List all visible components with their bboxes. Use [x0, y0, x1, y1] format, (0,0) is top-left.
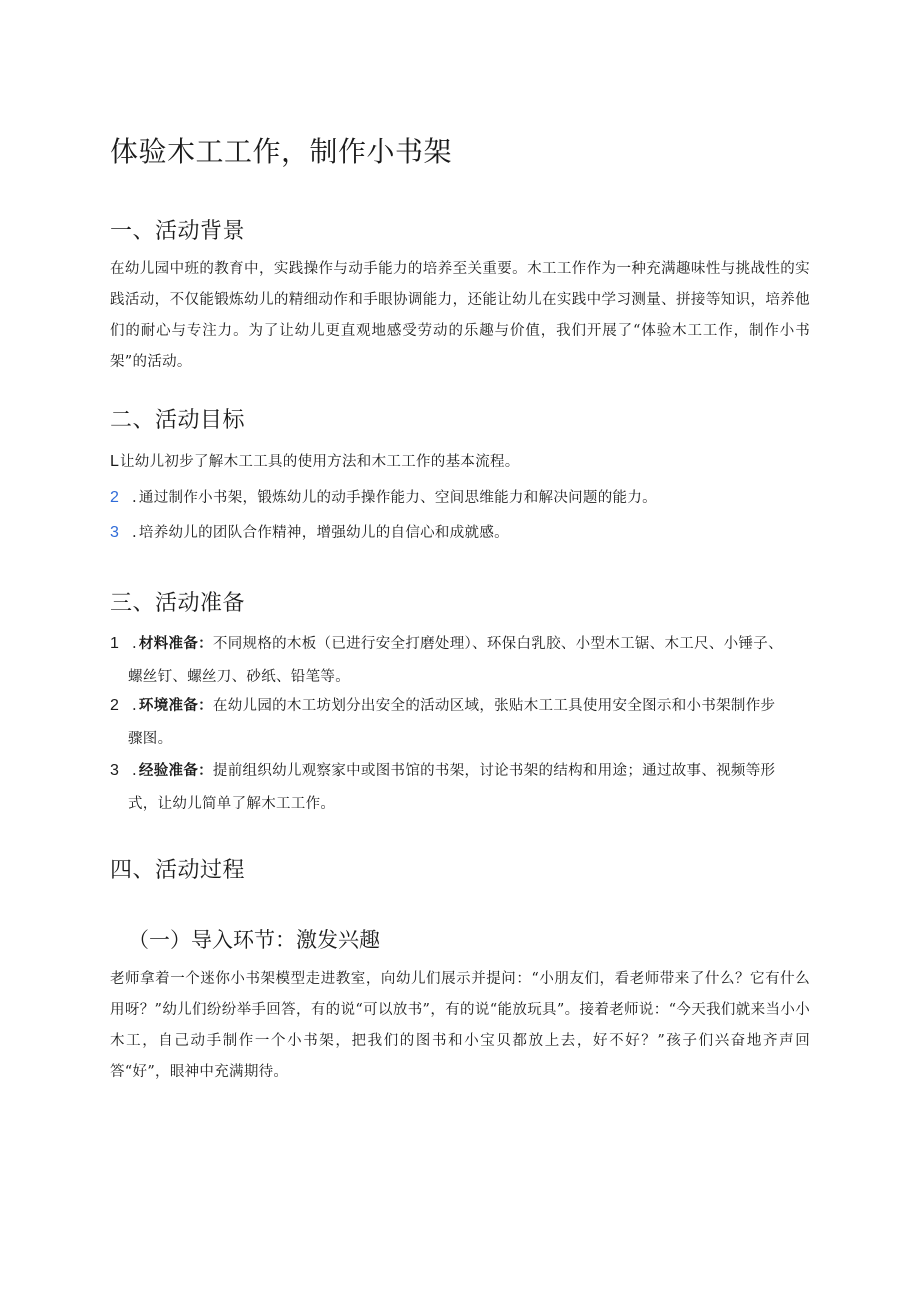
prep-text-line2: 式，让幼儿简单了解木工工作。 [128, 796, 336, 812]
prep-label: 材料准备： [138, 635, 213, 652]
prep-text-line1: 在幼儿园的木工坊划分出安全的活动区域，张贴木工工具使用安全图示和小书架制作步 [212, 698, 776, 714]
prep-label: 环境准备： [138, 697, 213, 714]
goal-text: 培养幼儿的团队合作精神，增强幼儿的自信心和成就感。 [138, 525, 509, 541]
section-heading-background: 一、活动背景 [110, 219, 246, 244]
section-heading-preparation: 三、活动准备 [110, 591, 246, 616]
document-title: 体验木工工作，制作小书架 [110, 135, 453, 168]
intro-paragraph: 老师拿着一个迷你小书架模型走进教室，向幼儿们展示并提问：“小朋友们，看老师带来了什么？它有什么用呀？”幼儿们纷纷举手回答，有的说“可以放书”，有的说“能放玩具”。接着老师说：“今天我们就来当小小木工，自己动手制作一个小书架，把我们的图书和小宝贝都放上去，好不好？”孩子们兴奋地齐声回答“好”，眼神中充满期待。 [110, 971, 810, 1080]
prep-item: 2 . 环境准备：在幼儿园的木工坊划分出安全的活动区域，张贴木工工具使用安全图示和小书架制作步 骤图。 [110, 689, 818, 756]
goal-text: 通过制作小书架，锻炼幼儿的动手操作能力、空间思维能力和解决问题的能力。 [138, 490, 657, 506]
prep-text-line2: 骤图。 [128, 731, 173, 747]
goal-item: 3 . 培养幼儿的团队合作精神，增强幼儿的自信心和成就感。 [110, 517, 820, 549]
prep-label: 经验准备： [138, 762, 213, 779]
prep-number: 2 [110, 697, 120, 714]
goal-text: 让幼儿初步了解木工工具的使用方法和木工工作的基本流程。 [120, 454, 520, 470]
goal-item: 2 . 通过制作小书架，锻炼幼儿的动手操作能力、空间思维能力和解决问题的能力。 [110, 482, 820, 514]
prep-number: 3 [110, 762, 120, 779]
prep-text-line2: 螺丝钉、螺丝刀、砂纸、铅笔等。 [128, 669, 350, 685]
goal-number: L [110, 453, 120, 470]
prep-item: 3 . 经验准备：提前组织幼儿观察家中或图书馆的书架，讨论书架的结构和用途；通过故事、视频等形 式，让幼儿简单了解木工工作。 [110, 754, 818, 821]
goal-number: 2 [110, 489, 120, 506]
prep-text-line1: 提前组织幼儿观察家中或图书馆的书架，讨论书架的结构和用途；通过故事、视频等形 [212, 763, 776, 779]
subsection-heading-intro: （一）导入环节：激发兴趣 [128, 928, 380, 952]
prep-number: 1 [110, 635, 120, 652]
prep-text-line1: 不同规格的木板（已进行安全打磨处理）、环保白乳胶、小型木工锯、木工尺、小锤子、 [212, 636, 783, 652]
goal-number: 3 [110, 524, 120, 541]
prep-item: 1 . 材料准备：不同规格的木板（已进行安全打磨处理）、环保白乳胶、小型木工锯、木工尺、小锤子、 螺丝钉、螺丝刀、砂纸、铅笔等。 [110, 627, 818, 694]
goal-item [110, 446, 820, 478]
section-heading-goals: 二、活动目标 [110, 408, 246, 433]
section-heading-process: 四、活动过程 [110, 858, 246, 883]
background-paragraph: 在幼儿园中班的教育中，实践操作与动手能力的培养至关重要。木工工作作为一种充满趣味性与挑战性的实践活动，不仅能锻炼幼儿的精细动作和手眼协调能力，还能让幼儿在实践中学习测量、拼接等知识，培养他们的耐心与专注力。为了让幼儿更直观地感受劳动的乐趣与价值，我们开展了“体验木工工作，制作小书架”的活动。 [110, 261, 810, 370]
